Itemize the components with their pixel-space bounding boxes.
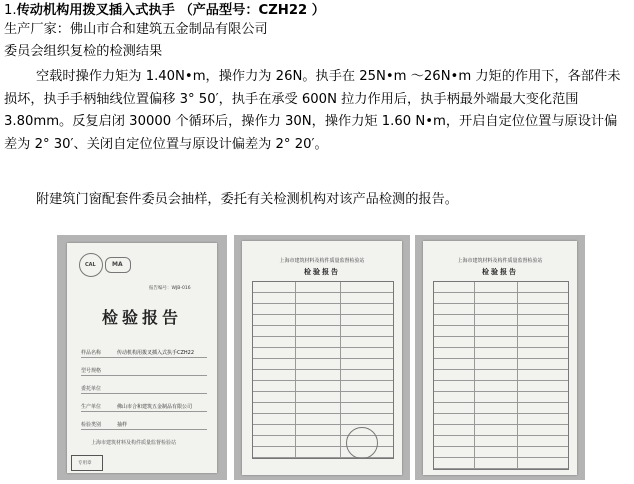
page2-institute: 上海市建筑材料及构件质量监督检验站 — [279, 258, 365, 264]
product-name: 传动机构用拨叉插入式执手 — [16, 3, 175, 18]
cover-stamp-text: 专用章 — [78, 461, 92, 466]
result-paragraph — [4, 66, 630, 156]
cover-field-label: 型号规格 — [81, 368, 102, 374]
cover-field-value: 佛山市合和建筑五金制品有限公司 — [117, 404, 193, 410]
item-number: 1. — [4, 3, 17, 18]
cover-field-label: 委托单位 — [81, 386, 102, 392]
cover-field-label: 样品名称 — [81, 350, 102, 356]
cover-field-row — [81, 345, 207, 358]
page3-table — [433, 281, 569, 470]
cover-field-row — [81, 381, 207, 394]
cover-field-value: 抽样 — [117, 422, 128, 428]
cover-paper — [67, 243, 217, 473]
product-title — [4, 2, 630, 20]
ma-logo-text: MA — [112, 261, 123, 268]
ma-logo — [105, 257, 131, 273]
report-cover-image — [57, 235, 227, 480]
cover-field-value: 传动机构用拨叉插入式执手CZH22 — [117, 350, 195, 356]
result-heading: 委员会组织复检的检测结果 — [4, 44, 163, 59]
page3-paper — [423, 241, 577, 475]
page3-institute: 上海市建筑材料及构件质量监督检验站 — [457, 258, 543, 264]
cal-logo — [79, 253, 103, 277]
page3-title: 检验报告 — [482, 268, 518, 276]
cover-institute: 上海市建筑材料及构件质量监督检验站 — [91, 440, 177, 446]
report-page-2-image — [234, 235, 410, 480]
note-paragraph: 附建筑门窗配套件委员会抽样，委托有关检测机构对该产品检测的报告。 — [36, 192, 458, 207]
product-model: （产品型号：CZH22 ） — [179, 3, 325, 18]
cal-logo-text: CAL — [85, 262, 96, 268]
result-text: 空载时操作力矩为 1.40N•m，操作力为 26N。执手在 25N•m ～26N•m 力矩的作用下，各部件未损坏，执手手柄轴线位置偏移 3° 50′，执手在承受 600N 拉力作用后，执手柄最外端最大变化范围 3.80mm。反复启闭 30000 个循环后，操作力 30N，操作力矩 1.60 N•m，开启自定位位置与原设计偏差为 2° 30′、关闭自定位位置与原设计偏差为 2° 20′。 — [4, 69, 621, 152]
page2-title: 检验报告 — [304, 268, 340, 276]
cover-title: 检验报告 — [101, 308, 182, 327]
cover-field-row — [81, 363, 207, 376]
cover-field-row — [81, 417, 207, 430]
report-page-3-image — [415, 235, 585, 480]
manufacturer-line: 生产厂家：佛山市合和建筑五金制品有限公司 — [4, 22, 268, 37]
cover-field-label: 检验类别 — [81, 422, 102, 428]
page2-paper — [242, 241, 402, 475]
cover-stamp — [71, 455, 103, 471]
cover-report-no: 报告编号：WJB-016 — [149, 286, 191, 291]
page2-seal — [346, 427, 378, 459]
cover-field-row — [81, 399, 207, 412]
cover-field-label: 生产单位 — [81, 404, 102, 410]
